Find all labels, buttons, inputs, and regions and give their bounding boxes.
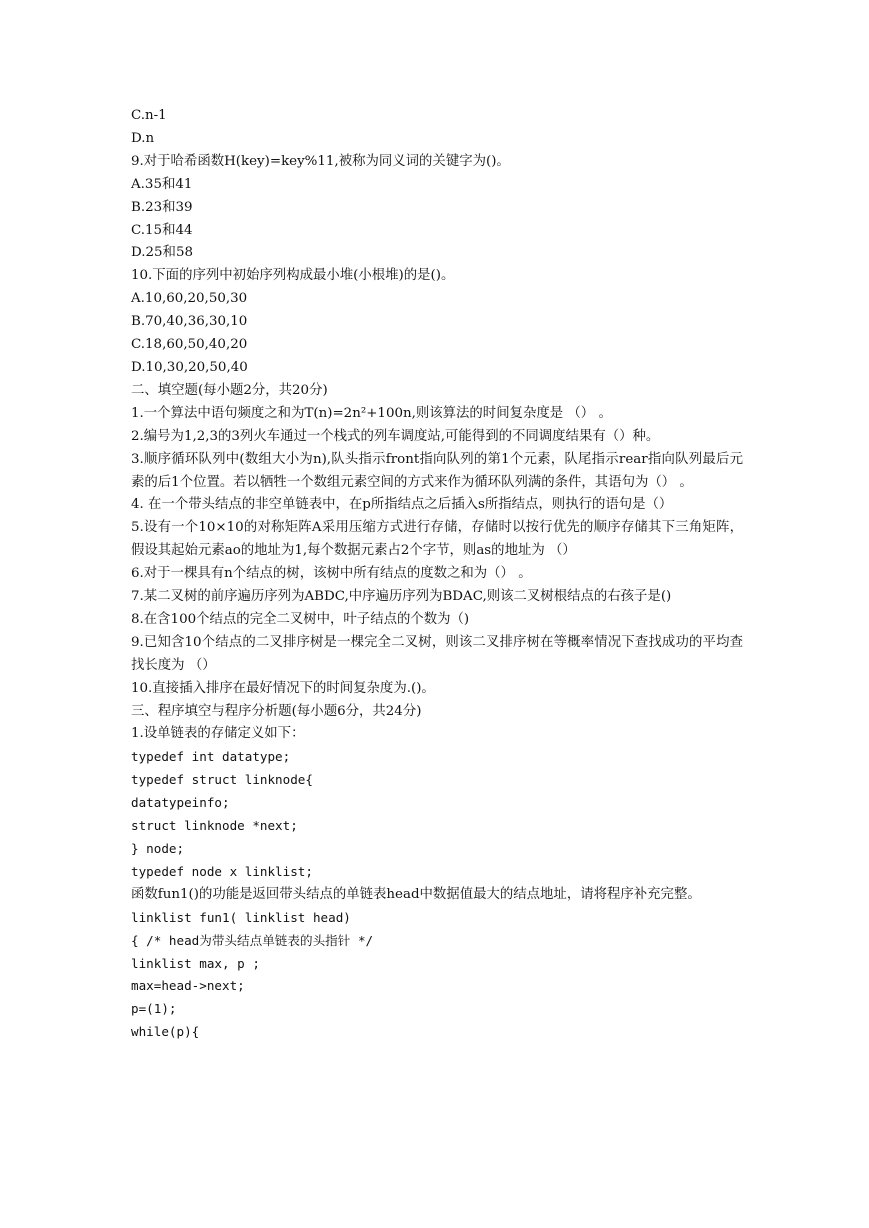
code-line: } node; bbox=[131, 841, 185, 856]
option-b-q9: B.23和39 bbox=[131, 199, 193, 215]
section-heading-fill-in: 二、填空题(每小题2分，共20分) bbox=[131, 382, 328, 398]
code-line: p=(1); bbox=[131, 1001, 177, 1017]
code-line: linklist max, p ; bbox=[131, 955, 260, 971]
option-c-q10: C.18,60,50,40,20 bbox=[131, 337, 248, 353]
fill-question-2: 2.编号为1,2,3的3列火车通过一个栈式的列车调度站,可能得到的不同调度结果有（）种。 bbox=[131, 428, 660, 444]
fill-question-8: 8.在含100个结点的完全二叉树中，叶子结点的个数为（) bbox=[131, 611, 470, 627]
fill-question-3: 3.顺序循环队列中(数组大小为n),队头指示front指向队列的第1个元素，队尾指示rear指向队列最后元素的后1个位置。若以牺牲一个数组元素空间的方式来作为循环队列满的条件，其语句为（） 。 bbox=[131, 451, 743, 490]
section-heading-program: 三、程序填空与程序分析题(每小题6分，共24分) bbox=[131, 703, 422, 719]
fill-question-4: 4. 在一个带头结点的非空单链表中，在p所指结点之后插入s所指结点，则执行的语句是（） bbox=[131, 497, 673, 513]
code-line: typedef struct linknode{ bbox=[131, 772, 313, 788]
function-description: 函数fun1()的功能是返回带头结点的单链表head中数据值最大的结点地址，请将程序补充完整。 bbox=[131, 886, 701, 902]
code-line: struct linknode *next; bbox=[131, 818, 298, 834]
option-a-q9: A.35和41 bbox=[131, 176, 193, 192]
option-d-q8: D.n bbox=[131, 130, 155, 146]
option-c-q9: C.15和44 bbox=[131, 222, 193, 238]
question-9-hash: 9.对于哈希函数H(key)=key%11,被称为同义词的关键字为()。 bbox=[131, 153, 510, 169]
fill-question-6: 6.对于一棵具有n个结点的树，该树中所有结点的度数之和为（） 。 bbox=[131, 566, 532, 582]
question-10-heap: 10.下面的序列中初始序列构成最小堆(小根堆)的是()。 bbox=[131, 268, 455, 284]
fill-question-1: 1.一个算法中语句频度之和为T(n)=2n²+100n,则该算法的时间复杂度是 （） 。 bbox=[131, 405, 612, 421]
document-page bbox=[131, 105, 743, 1044]
option-b-q10: B.70,40,36,30,10 bbox=[131, 314, 248, 330]
code-line: max=head->next; bbox=[131, 978, 245, 994]
code-line: typedef node x linklist; bbox=[131, 863, 313, 879]
fill-question-9: 9.已知含10个结点的二叉排序树是一棵完全二叉树，则该二叉排序树在等概率情况下查找成功的平均查找长度为 （） bbox=[131, 634, 743, 673]
option-a-q10: A.10,60,20,50,30 bbox=[131, 291, 248, 307]
fill-question-7: 7.某二叉树的前序遍历序列为ABDC,中序遍历序列为BDAC,则该二叉树根结点的右孩子是() bbox=[131, 589, 672, 605]
code-line: linklist fun1( linklist head) bbox=[131, 909, 351, 925]
code-line: { /* head为带头结点单链表的头指针 */ bbox=[131, 932, 374, 948]
program-question-1: 1.设单链表的存储定义如下： bbox=[131, 726, 305, 742]
code-line: typedef int datatype; bbox=[131, 749, 291, 765]
fill-question-10: 10.直接插入排序在最好情况下的时间复杂度为.()。 bbox=[131, 680, 435, 696]
option-d-q10: D.10,30,20,50,40 bbox=[131, 359, 248, 375]
code-line: while(p){ bbox=[131, 1024, 200, 1040]
option-d-q9: D.25和58 bbox=[131, 245, 193, 261]
fill-question-5: 5.设有一个10×10的对称矩阵A采用压缩方式进行存储，存储时以按行优先的顺序存储其下三角矩阵，假设其起始元素ao的地址为1,每个数据元素占2个字节，则as的地址为 （） bbox=[131, 520, 743, 559]
option-c-q8: C.n-1 bbox=[131, 108, 167, 123]
code-line: datatypeinfo; bbox=[131, 795, 230, 811]
